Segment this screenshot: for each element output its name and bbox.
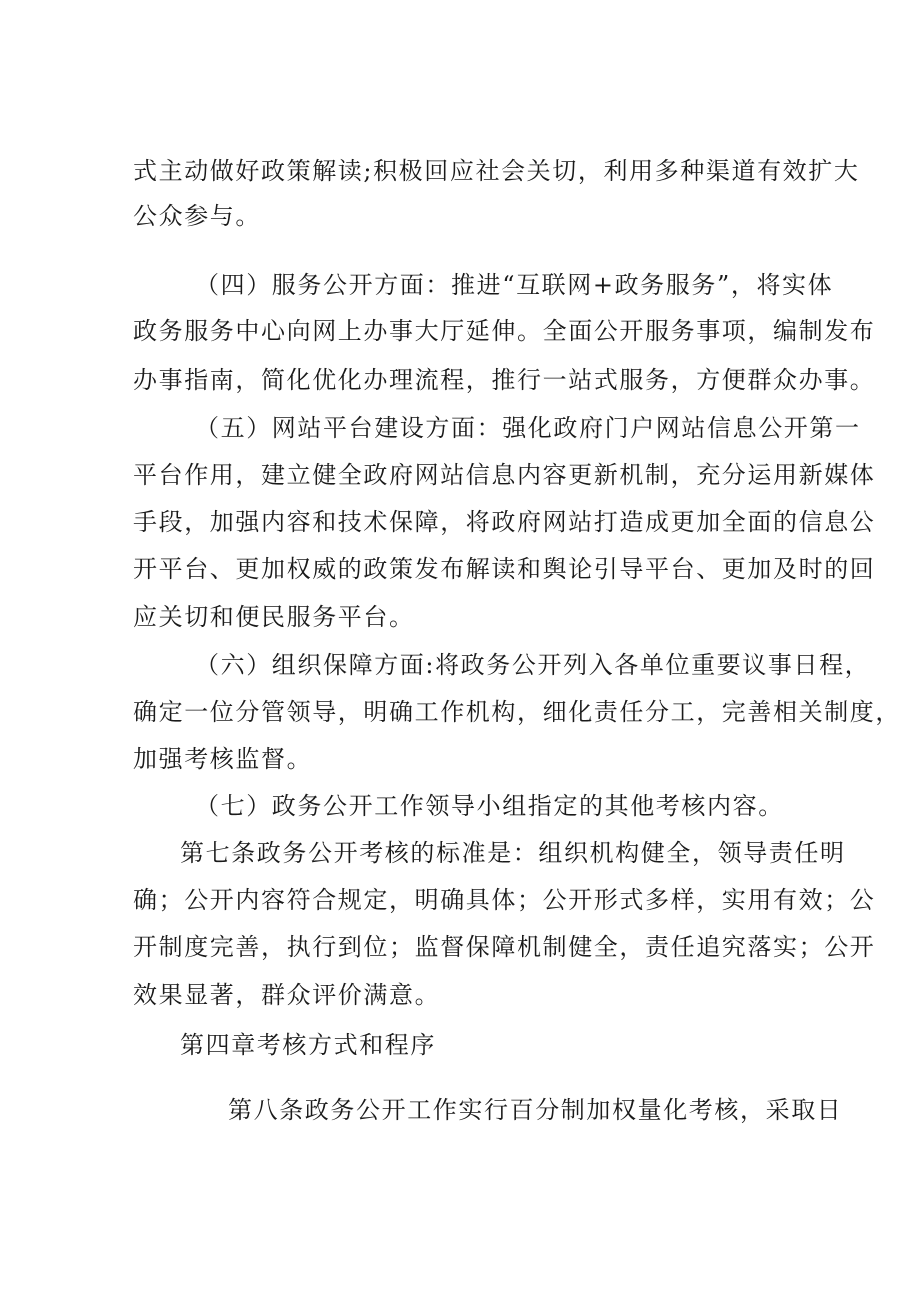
body-text-line: 应关切和便民服务平台。: [133, 603, 415, 631]
body-text-line: 确；公开内容符合规定，明确具体；公开形式多样，实用有效；公: [133, 886, 876, 914]
body-text-line: 效果显著，群众评价满意。: [133, 981, 441, 1009]
section-heading-services: （四）服务公开方面：推进“互联网+政务服务”，将实体: [195, 271, 834, 299]
section-heading-organization: （六）组织保障方面:将政务公开列入各单位重要议事日程，: [195, 651, 871, 679]
chapter-heading: 第四章考核方式和程序: [180, 1031, 436, 1059]
body-text-line: 公众参与。: [133, 202, 261, 230]
body-text-line: 开制度完善，执行到位；监督保障机制健全，责任追究落实；公开: [133, 933, 876, 961]
section-heading-other: （七）政务公开工作领导小组指定的其他考核内容。: [195, 792, 784, 820]
body-text-line: 式主动做好政策解读;积极回应社会关切，利用多种渠道有效扩大: [133, 157, 860, 185]
body-text-line: 平台作用，建立健全政府网站信息内容更新机制，充分运用新媒体: [133, 461, 876, 489]
section-heading-website: （五）网站平台建设方面：强化政府门户网站信息公开第一: [195, 414, 861, 442]
body-text-line: 政务服务中心向网上办事大厅延伸。全面公开服务事项，编制发布: [133, 317, 876, 345]
body-text-line: 确定一位分管领导，明确工作机构，细化责任分工，完善相关制度，: [133, 698, 901, 726]
article-eight-start: 第八条政务公开工作实行百分制加权量化考核，采取日: [228, 1096, 843, 1124]
body-text-line: 办事指南，简化优化办理流程，推行一站式服务，方便群众办事。: [133, 366, 876, 394]
article-seven-start: 第七条政务公开考核的标准是：组织机构健全，领导责任明: [180, 839, 846, 867]
body-text-line: 加强考核监督。: [133, 745, 313, 773]
body-text-line: 开平台、更加权威的政策发布解读和舆论引导平台、更加及时的回: [133, 555, 876, 583]
body-text-line: 手段，加强内容和技术保障，将政府网站打造成更加全面的信息公: [133, 508, 876, 536]
